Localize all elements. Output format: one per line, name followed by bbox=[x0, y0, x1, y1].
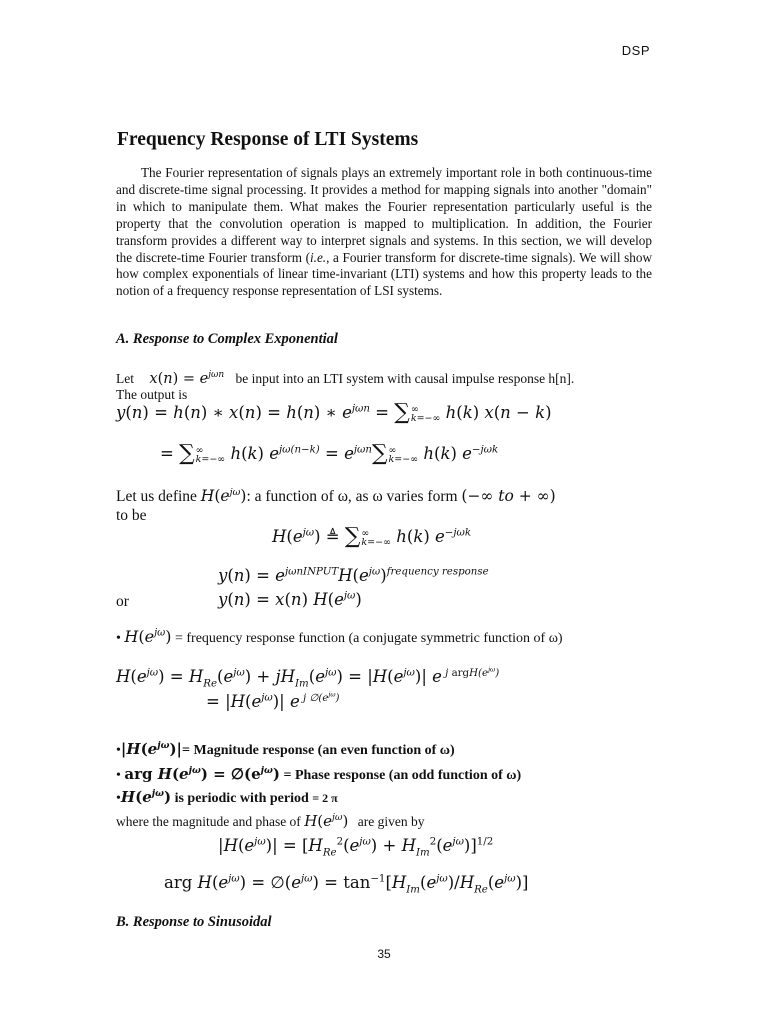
input-text: be input into an LTI system with causal impulse response h[n]. bbox=[235, 371, 575, 386]
or-word: or bbox=[116, 593, 129, 610]
to-be: to be bbox=[116, 507, 147, 524]
rectangular-polar-equation: $H(e^{j\omega}) = H_{Re}(e^{j\omega}) + jH_{Im}(e^{j\omega}) = |H(e^{j\omega})|$ e $^{j argH(e^{j\omega})}$ bbox=[116, 666, 500, 690]
output-equation-labeled: $y(n) = e^{j\omega nINPUT}H(e^{j\omega})^{frequency response}$ bbox=[218, 566, 489, 585]
let-word: Let bbox=[116, 371, 134, 386]
define-prefix: Let us define bbox=[116, 488, 197, 505]
define-line: Let us define $H(e^{j\omega})$: a function of ω, as ω varies form (−∞ to + ∞) bbox=[116, 486, 556, 505]
input-label: INPUT bbox=[303, 566, 339, 578]
bullet-phase: • arg $H(e^{j\omega})$ = $\emptyset(e^{j\omega})$ = Phase response (an odd function of ω) bbox=[116, 765, 522, 783]
bullet-frequency-response-text: = frequency response function (a conjugate symmetric function of ω) bbox=[174, 631, 563, 646]
input-signal-equation: $x(n) = e^{j\omega n}$ bbox=[149, 370, 225, 387]
subsection-heading-b: B. Response to Sinusoidal bbox=[116, 914, 272, 930]
period-value: = 2 π bbox=[312, 791, 338, 805]
phase-equation: arg $H(e^{j\omega})$ = $\emptyset(e^{j\omega}) = \tan^{-1}[H_{Im}(e^{j\omega})/H_{Re}(e^{j\omega})]$ bbox=[164, 873, 529, 896]
where-line: where the magnitude and phase of $H(e^{j\omega})$ are given by bbox=[116, 812, 425, 830]
frequency-response-definition: $H(e^{j\omega})$ ≜ ∑∞ k=−∞ h(k) $e^{-j\omega k}$ bbox=[272, 524, 472, 549]
bullet-frequency-response: • $H(e^{j\omega})$ = frequency response function (a conjugate symmetric function of ω) bbox=[116, 627, 563, 646]
convolution-equation-2: = ∑∞ k=−∞ h(k) $e^{j\omega(n-k)} = e^{j\omega n}\sum\infty$ k=−∞ h(k) $e^{-j\omega k}$ bbox=[160, 441, 499, 466]
magnitude-equation: $|H(e^{j\omega})| = [H_{Re}^2(e^{j\omega}) + H_{Im}^2(e^{j\omega})]^{1/2}$ bbox=[218, 836, 494, 859]
polar-equation: = $|H(e^{j\omega})|$ e $^{j \emptyset(e^{j\omega})}$ bbox=[206, 691, 340, 711]
bullet-periodic: $•H(e^{j\omega})$ is periodic with period = 2 π bbox=[116, 788, 338, 806]
subsection-heading-a: A. Response to Complex Exponential bbox=[116, 331, 338, 347]
let-line bbox=[116, 371, 574, 387]
running-header: DSP bbox=[621, 43, 650, 58]
intro-paragraph: The Fourier representation of signals plays an extremely important role in both continuous-time and discrete-time signal processing. It provides a method for mapping signals into another "domain" in which to manipulate them. What makes the Fourier representation particularly useful is the property that the convolution operation is mapped to multiplication. In addition, the Fourier transform provides a different way to interpret signals and systems. In this section, we will develop the discrete-time Fourier transform (i.e., a Fourier transform for discrete-time signals). We will show how complex exponentials of linear time-invariant (LTI) systems and how this property leads to the notion of a frequency response representation of LSI systems. bbox=[116, 165, 652, 299]
bullet-magnitude: $•|H(e^{j\omega})|=$ Magnitude response (an even function of ω) bbox=[116, 740, 455, 758]
output-equation: y(n) = x(n) $H(e^{j\omega})$ bbox=[218, 590, 362, 609]
define-mid: : a function of ω, as ω varies form bbox=[246, 488, 458, 505]
output-is: The output is bbox=[116, 387, 188, 402]
bullet-phase-text: = Phase response (an odd function of ω) bbox=[283, 768, 522, 783]
frequency-response-label: frequency response bbox=[386, 566, 489, 578]
ie-emphasis: i.e. bbox=[309, 249, 327, 265]
bullet-periodic-text: is periodic with period bbox=[174, 791, 309, 806]
bullet-magnitude-text: = Magnitude response (an even function of ω) bbox=[182, 743, 455, 758]
page-number: 35 bbox=[377, 947, 391, 961]
section-title: Frequency Response of LTI Systems bbox=[117, 129, 419, 150]
convolution-equation-1: y(n) = h(n) ∗ x(n) = h(n) ∗ $e^{j\omega n}$ = ∑∞ k=−∞ h(k) x(n − k) bbox=[116, 400, 552, 425]
where-text-b: are given by bbox=[357, 814, 425, 829]
where-text-a: where the magnitude and phase of bbox=[116, 814, 301, 829]
